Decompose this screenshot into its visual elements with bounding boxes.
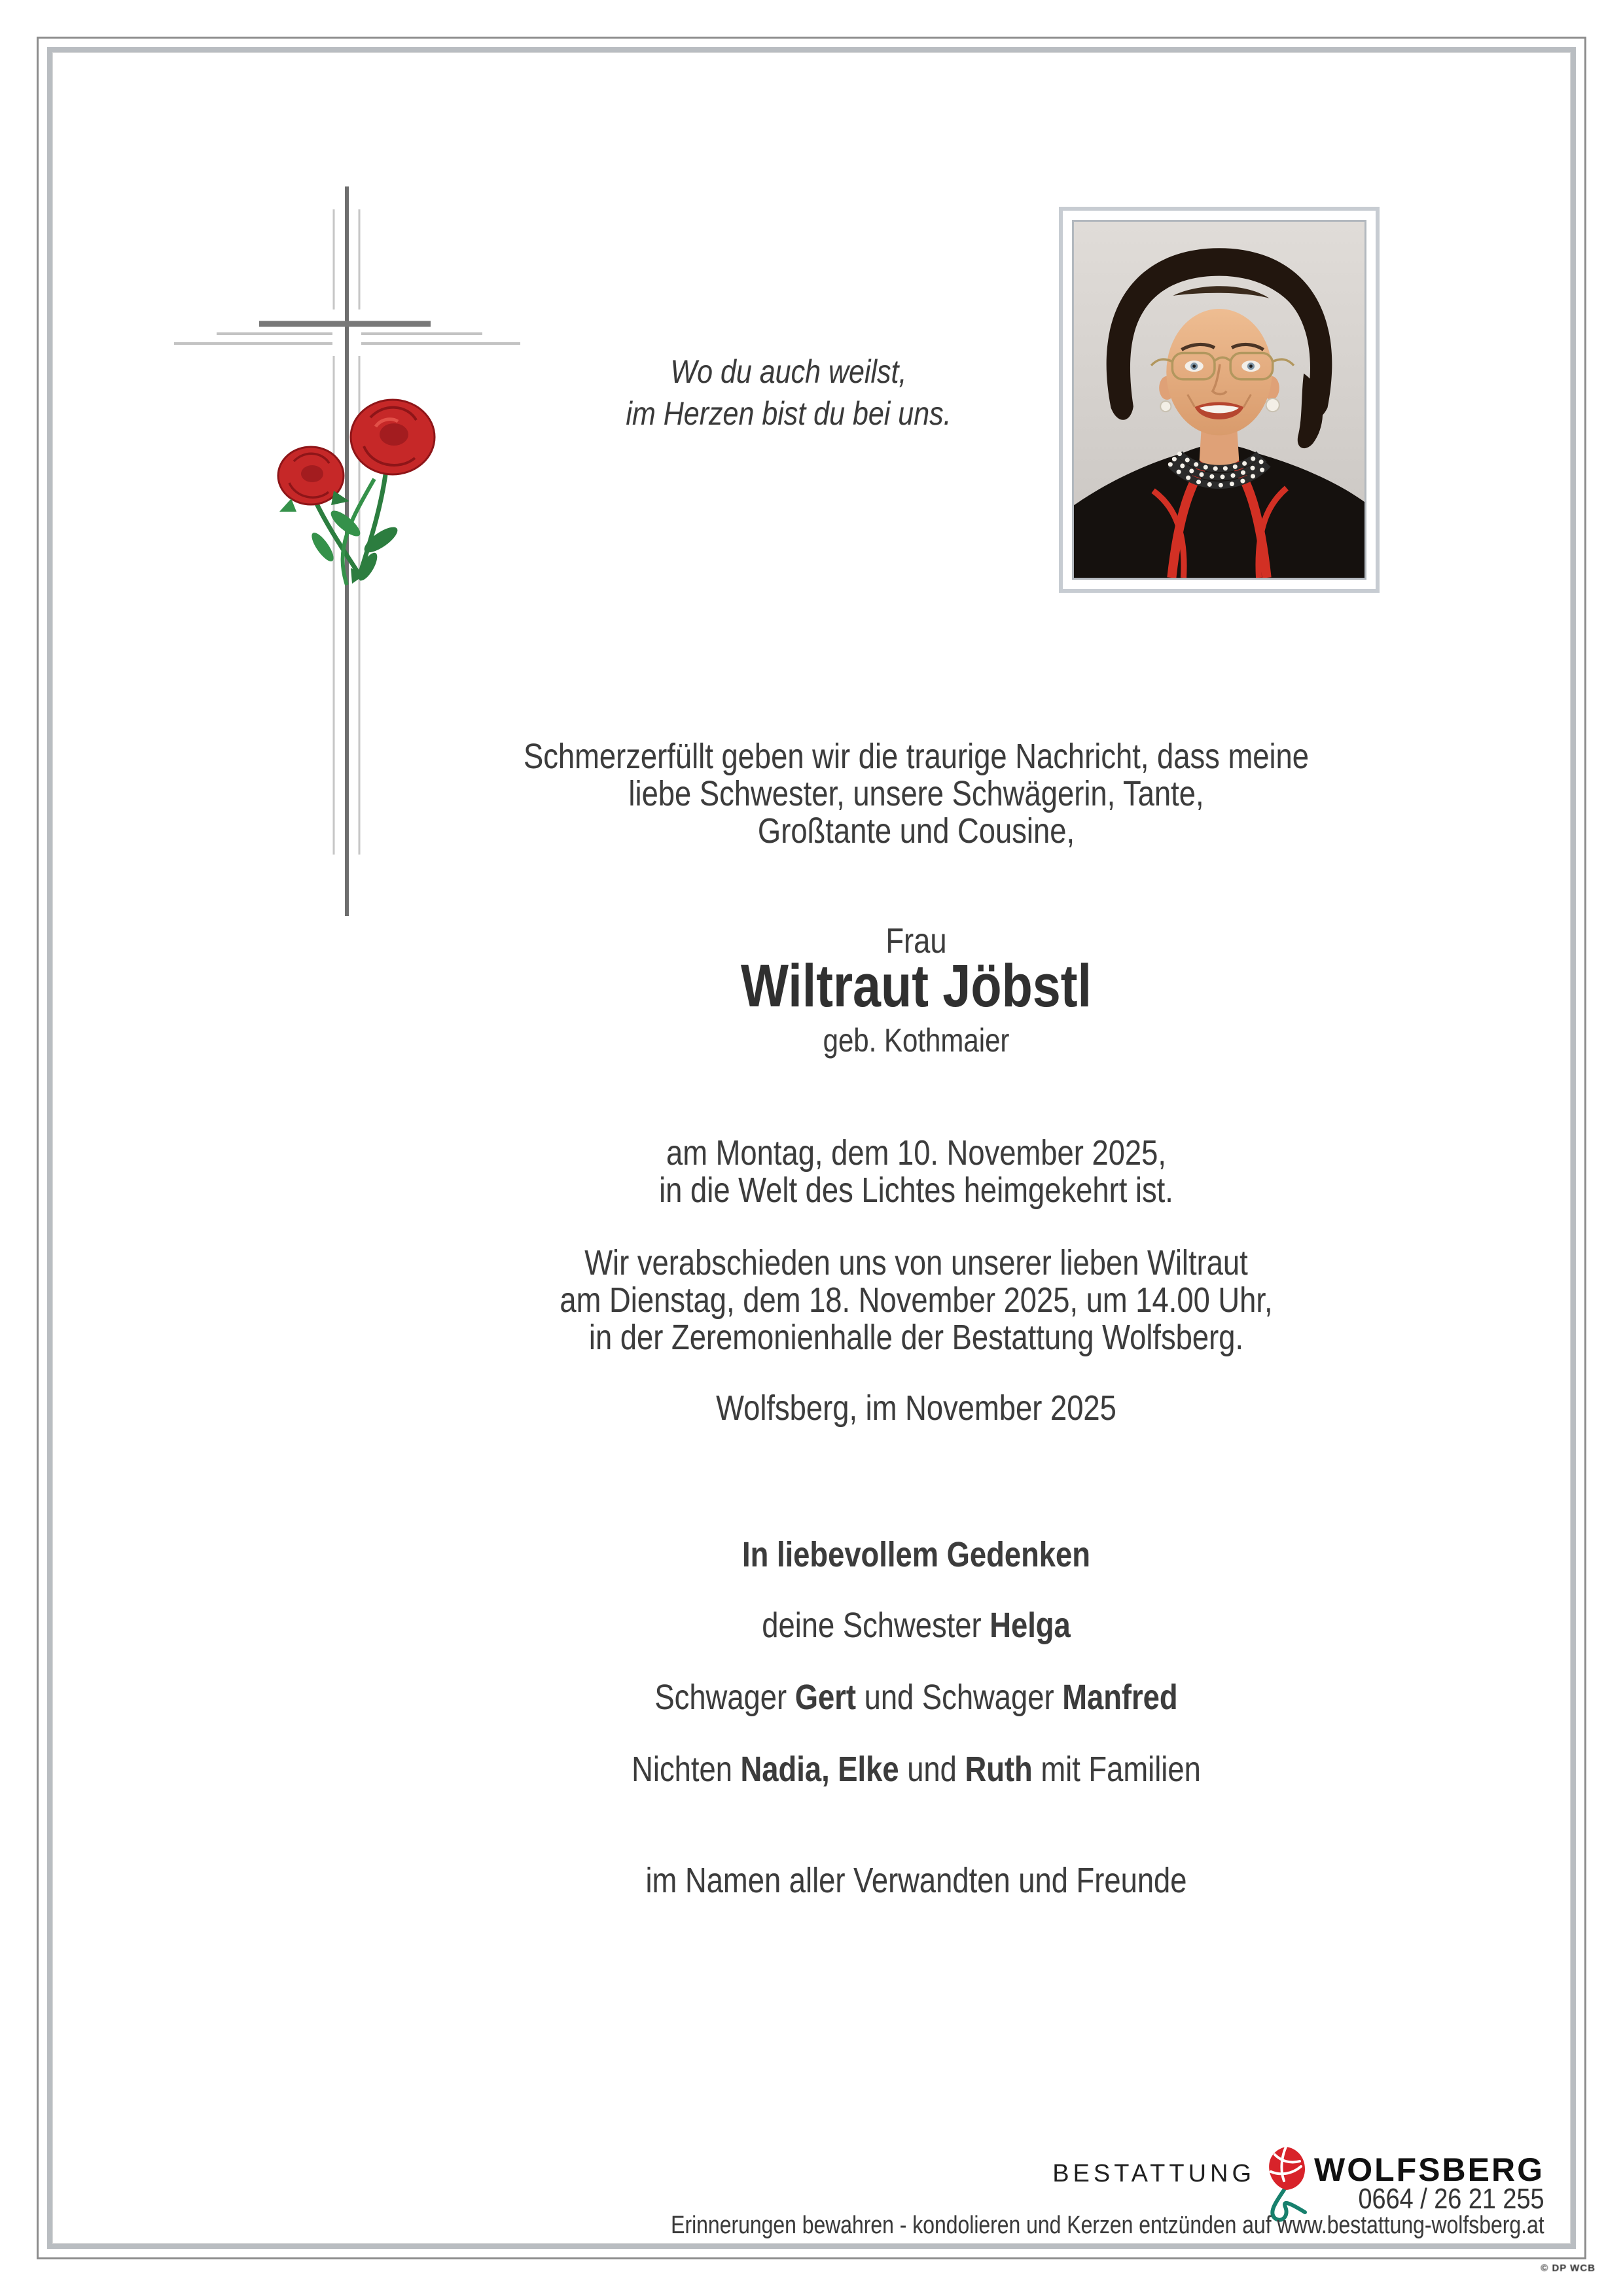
bil-name-1: Gert [794, 1678, 856, 1717]
print-watermark: © DP WCB [1541, 2263, 1596, 2274]
sister-prefix: deine Schwester [762, 1606, 990, 1645]
dateline: Wolfsberg, im November 2025 [716, 1388, 1116, 1428]
brand-word-wolfsberg: WOLFSBERG [1314, 2151, 1544, 2188]
nieces-mid: und [899, 1750, 965, 1789]
announcement-line-2: liebe Schwester, unsere Schwägerin, Tante, [628, 774, 1204, 813]
quote-line-2: im Herzen bist du bei uns. [626, 395, 952, 432]
nieces-name-2: Ruth [965, 1750, 1033, 1789]
footer-tagline: Erinnerungen bewahren - kondolieren und Kerzen entzünden auf www.bestattung-wolfsberg.at [671, 2212, 1544, 2239]
funeral-home-logo [505, 2149, 1544, 2186]
main-text-column [366, 0, 1466, 2296]
funeral-home-footer [505, 2149, 1544, 2238]
nieces-prefix: Nichten [632, 1750, 741, 1789]
announcement-line-3: Großtante und Cousine, [757, 811, 1075, 851]
mourner-sister [366, 1607, 1466, 1644]
closing-line: im Namen aller Verwandten und Freunde [645, 1861, 1187, 1900]
deceased-name: Wiltraut Jöbstl [741, 953, 1092, 1019]
passing-line-1: am Montag, dem 10. November 2025, [666, 1133, 1166, 1173]
brand-word-bestattung: BESTATTUNG [1052, 2160, 1256, 2187]
bil-prefix: Schwager [654, 1678, 795, 1717]
announcement-line-1: Schmerzerfüllt geben wir die traurige Nachricht, dass meine [523, 737, 1310, 776]
farewell-line-3: in der Zeremonienhalle der Bestattung Wolfsberg. [588, 1318, 1244, 1357]
passing-line-2: in die Welt des Lichtes heimgekehrt ist. [659, 1171, 1173, 1210]
sister-name: Helga [990, 1606, 1071, 1645]
mourner-nieces [366, 1751, 1466, 1788]
bil-name-2: Manfred [1062, 1678, 1178, 1717]
maiden-name: geb. Kothmaier [823, 1022, 1010, 1059]
nieces-suffix: mit Familien [1032, 1750, 1201, 1789]
quote-line-1: Wo du auch weilst, [670, 353, 907, 390]
farewell-paragraph [366, 1245, 1466, 1356]
phone-number: 0664 / 26 21 255 [1358, 2183, 1544, 2215]
announcement-paragraph [366, 738, 1466, 850]
farewell-line-1: Wir verabschieden uns von unserer lieben Wiltraut [584, 1243, 1248, 1282]
mourner-brothers-in-law [366, 1679, 1466, 1716]
nieces-names-1: Nadia, Elke [740, 1750, 899, 1789]
salutation: Frau [885, 921, 947, 961]
passing-paragraph [366, 1135, 1466, 1209]
farewell-line-2: am Dienstag, dem 18. November 2025, um 14.00 Uhr, [560, 1280, 1273, 1320]
memorial-heading: In liebevollem Gedenken [742, 1535, 1090, 1574]
bil-mid: und Schwager [855, 1678, 1063, 1717]
